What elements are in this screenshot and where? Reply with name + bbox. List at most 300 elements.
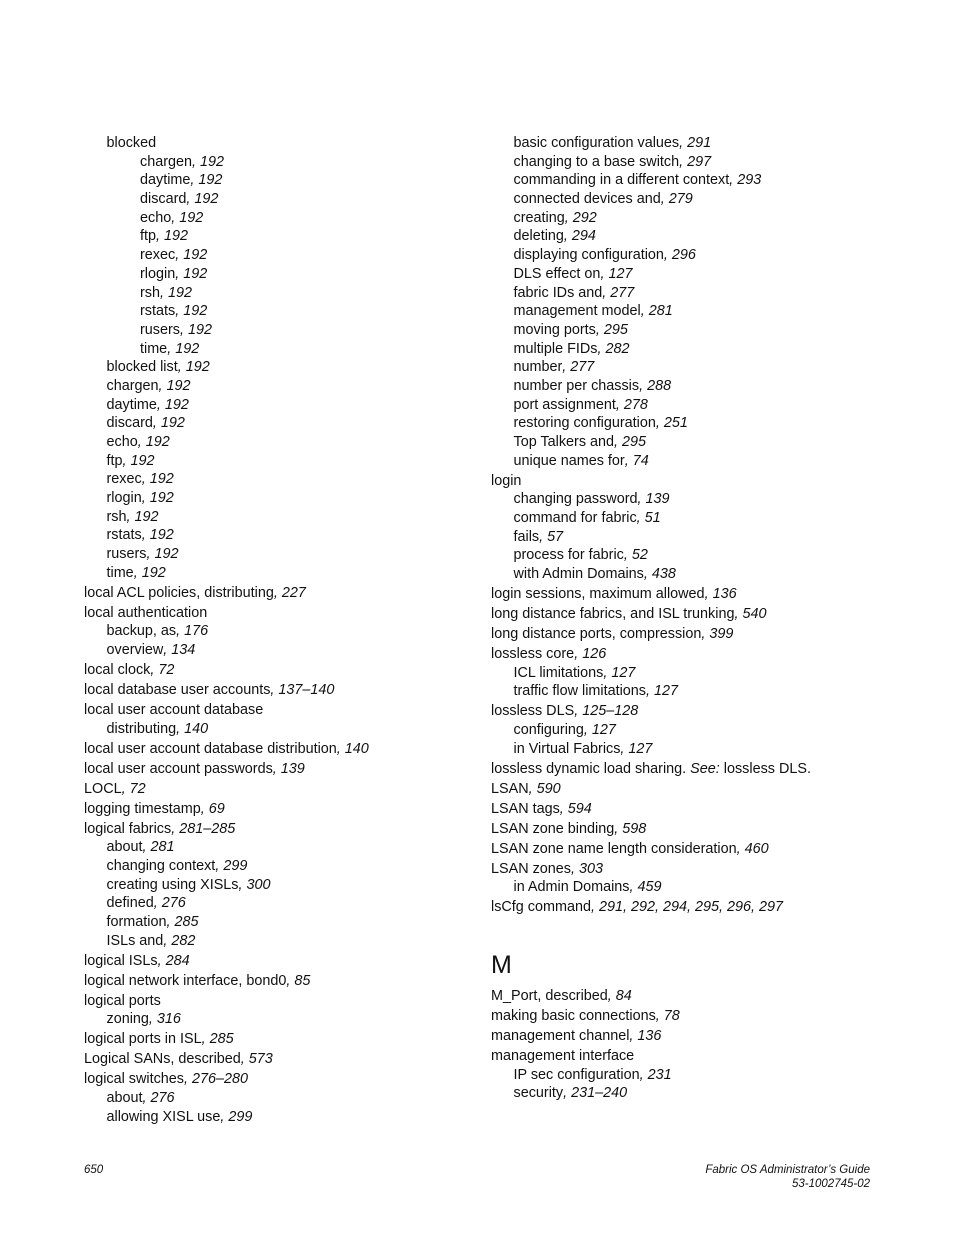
index-entry: chargen, 192 <box>140 153 225 170</box>
index-entry: discard, 192 <box>140 191 219 208</box>
page-reference[interactable]: 276–280 <box>191 1071 249 1088</box>
index-entry: lossless DLS, 125–128 <box>491 703 639 720</box>
index-entry: local user account database distribution, 140 <box>84 740 369 757</box>
index-entry: logical ISLs, 284 <box>84 952 190 969</box>
index-entry: ftp, 192 <box>140 228 189 245</box>
index-term: logical switches <box>84 1071 184 1088</box>
index-term: displaying configuration <box>513 247 664 264</box>
index-entry: LSAN tags, 594 <box>491 800 592 817</box>
index-term: discard <box>140 191 187 208</box>
index-term: local user account database distribution <box>84 740 337 757</box>
page-reference[interactable]: 127 <box>628 740 653 757</box>
index-entry: command for fabric, 51 <box>513 510 661 527</box>
index-entry: management channel, 136 <box>491 1028 662 1045</box>
index-entry: in Admin Domains, 459 <box>513 879 662 896</box>
page-reference[interactable]: 282 <box>605 340 630 357</box>
index-term: rusers <box>106 546 147 563</box>
page-reference[interactable]: 127 <box>654 683 679 700</box>
index-term: basic configuration values <box>513 135 680 151</box>
index-entry: time, 192 <box>140 340 200 357</box>
index-entry: M_Port, described, 84 <box>491 988 632 1005</box>
index-entry: LSAN, 590 <box>491 780 561 797</box>
index-term: daytime <box>140 172 191 189</box>
footer-document-info <box>705 1163 870 1191</box>
page-reference[interactable]: 52 <box>631 547 648 564</box>
page-reference[interactable]: 460 <box>744 840 769 857</box>
index-term: fails <box>513 528 540 545</box>
index-entry: zoning, 316 <box>106 1011 181 1028</box>
page-reference[interactable]: 594 <box>567 800 592 817</box>
index-entry: formation, 285 <box>106 914 199 931</box>
page-reference[interactable]: 176 <box>184 623 209 640</box>
index-term: logical ports in ISL <box>84 1031 202 1048</box>
index-entry: restoring configuration, 251 <box>513 415 688 432</box>
index-term: management channel <box>491 1028 630 1045</box>
index-entry: security, 231–240 <box>513 1085 628 1102</box>
index-term: security <box>513 1085 564 1102</box>
page-reference[interactable]: 278 <box>623 396 648 413</box>
page-reference[interactable]: 288 <box>647 377 672 394</box>
page-reference[interactable]: 57 <box>547 528 564 545</box>
index-entry: about, 281 <box>106 839 175 856</box>
index-entry <box>491 1047 891 1066</box>
page-reference[interactable]: 137–140 <box>278 682 335 699</box>
index-term: multiple FIDs <box>513 340 598 357</box>
page-reference[interactable]: 192 <box>179 209 204 226</box>
page-reference[interactable]: 192 <box>200 153 225 170</box>
index-entry: lsCfg command, 291, 292, 294, 295, 296, 297 <box>491 899 784 916</box>
index-entry: number per chassis, 288 <box>513 377 672 394</box>
index-term: changing context <box>106 858 216 875</box>
page-reference[interactable]: 192 <box>183 303 208 320</box>
index-term: rusers <box>140 321 180 338</box>
index-entry: local clock, 72 <box>84 662 175 679</box>
page-reference[interactable]: 291, 292, 294, 295, 296, 297 <box>598 899 784 916</box>
index-term: creating <box>513 209 565 226</box>
page-reference[interactable]: 399 <box>709 626 734 643</box>
index-term: rstats <box>140 303 176 320</box>
page-reference[interactable]: 281 <box>150 839 175 856</box>
page-reference[interactable]: 279 <box>668 191 693 208</box>
page-reference[interactable]: 140 <box>344 740 369 757</box>
index-entry: echo, 192 <box>140 209 204 226</box>
page-reference[interactable]: 192 <box>175 340 200 357</box>
index-term: restoring configuration <box>513 415 656 432</box>
page-reference[interactable]: 573 <box>248 1051 273 1068</box>
page-reference[interactable]: 136 <box>637 1028 662 1045</box>
page-reference[interactable]: 459 <box>637 879 662 896</box>
page-reference[interactable]: 192 <box>160 415 185 432</box>
index-entry: rusers, 192 <box>140 321 212 338</box>
index-entry: fails, 57 <box>513 528 564 545</box>
index-entry: backup, as, 176 <box>106 623 209 640</box>
index-entry: basic configuration values, 291 <box>513 135 712 151</box>
index-term: ISLs and <box>106 932 164 949</box>
index-entry <box>84 604 484 623</box>
index-entry: LSAN zone name length consideration, 460 <box>491 840 769 857</box>
footer-doc-number: 53-1002745-02 <box>791 1178 870 1190</box>
index-entry: rstats, 192 <box>106 527 174 544</box>
page-reference[interactable]: 127 <box>591 722 616 739</box>
page-reference[interactable]: 276 <box>150 1090 175 1107</box>
index-entry: in Virtual Fabrics, 127 <box>513 740 653 757</box>
see-reference-label: See: <box>690 760 720 777</box>
index-term: time <box>140 340 168 357</box>
index-entry <box>491 472 891 491</box>
index-entry: rusers, 192 <box>106 546 179 563</box>
index-entry: time, 192 <box>106 564 166 581</box>
index-entry: rstats, 192 <box>140 303 208 320</box>
index-term: chargen <box>140 153 193 170</box>
index-entry: port assignment, 278 <box>513 396 648 413</box>
page-reference[interactable]: 192 <box>185 359 210 376</box>
page-reference[interactable]: 139 <box>645 491 670 508</box>
page-reference[interactable]: 192 <box>187 321 212 338</box>
index-entry <box>84 992 484 1011</box>
index-term: in Virtual Fabrics <box>513 740 621 757</box>
page-reference[interactable]: 192 <box>154 546 179 563</box>
index-term: with Admin Domains <box>513 566 644 583</box>
index-entry: ICL limitations, 127 <box>513 664 636 681</box>
index-entry: long distance fabrics, and ISL trunking, 540 <box>491 606 767 623</box>
page-reference[interactable]: 294 <box>571 228 596 245</box>
page-reference[interactable]: 192 <box>164 228 189 245</box>
page-reference[interactable]: 72 <box>129 780 146 797</box>
index-entry: about, 276 <box>106 1090 175 1107</box>
index-term: ftp <box>140 228 156 245</box>
page-reference[interactable]: 136 <box>712 586 737 603</box>
index-entry: changing password, 139 <box>513 491 670 508</box>
index-term: LSAN zone name length consideration <box>491 840 737 857</box>
index-entry: local user account passwords, 139 <box>84 760 305 777</box>
page-reference[interactable]: 285 <box>209 1031 234 1048</box>
page-reference[interactable]: 192 <box>145 434 170 450</box>
page-reference[interactable]: 192 <box>141 564 166 581</box>
index-term: management model <box>513 303 641 320</box>
index-entry: local database user accounts, 137–140 <box>84 682 335 699</box>
index-term: command for fabric <box>513 510 637 527</box>
page-reference[interactable]: 284 <box>165 952 190 969</box>
page-reference[interactable]: 292 <box>572 209 597 226</box>
index-term: LSAN zones <box>491 860 571 877</box>
index-entry: with Admin Domains, 438 <box>513 566 676 583</box>
page-reference[interactable]: 192 <box>194 191 219 208</box>
index-term: unique names for <box>513 452 625 469</box>
index-term: login <box>491 472 522 489</box>
index-term: rsh <box>106 508 127 525</box>
index-term: moving ports <box>513 321 596 338</box>
footer-guide-title: Fabric OS Administrator’s Guide <box>705 1164 870 1176</box>
index-term: backup, as <box>106 623 177 640</box>
page-reference[interactable]: 281–285 <box>179 820 236 837</box>
page-reference[interactable]: 303 <box>579 860 604 877</box>
index-entry <box>84 701 484 720</box>
index-entry: rexec, 192 <box>140 247 208 264</box>
index-term: local database user accounts <box>84 682 271 699</box>
page-reference[interactable]: 297 <box>687 153 712 170</box>
page-reference[interactable]: 291 <box>687 135 712 151</box>
index-term: lossless dynamic load sharing. <box>491 760 687 777</box>
index-term: ftp <box>106 452 123 469</box>
index-term: rstats <box>106 527 142 544</box>
page-reference[interactable]: 134 <box>171 642 196 659</box>
index-term: changing to a base switch <box>513 153 680 170</box>
index-term: Logical SANs, described <box>84 1051 241 1068</box>
index-entry: number, 277 <box>513 359 595 376</box>
index-term: traffic flow limitations <box>513 683 646 700</box>
page-reference[interactable]: 192 <box>130 452 155 469</box>
index-entry: daytime, 192 <box>106 396 189 413</box>
page-reference[interactable]: 125–128 <box>582 703 639 720</box>
index-entry: making basic connections, 78 <box>491 1008 680 1025</box>
index-term: changing password <box>513 491 638 508</box>
page-reference[interactable]: 299 <box>223 858 248 875</box>
index-entry: distributing, 140 <box>106 720 209 737</box>
page-reference[interactable]: 285 <box>174 914 199 931</box>
index-entry: blocked list, 192 <box>106 359 210 376</box>
index-term: distributing <box>106 720 177 737</box>
index-entry: configuring, 127 <box>513 722 616 739</box>
index-term: local user account passwords <box>84 760 273 777</box>
footer-page-number: 650 <box>84 1164 104 1176</box>
index-entry: rsh, 192 <box>106 508 159 525</box>
index-entry: connected devices and, 279 <box>513 191 693 208</box>
index-entry: commanding in a different context, 293 <box>513 172 762 189</box>
index-term: in Admin Domains <box>513 879 630 896</box>
index-entry: deleting, 294 <box>513 228 596 245</box>
page-reference[interactable]: 127 <box>611 664 636 681</box>
index-term: blocked list <box>106 359 178 376</box>
index-term: logical ports <box>84 992 161 1009</box>
index-entry: logging timestamp, 69 <box>84 800 225 817</box>
index-entries-m <box>491 987 891 1103</box>
page-reference[interactable]: 192 <box>198 172 223 189</box>
page-reference[interactable]: 127 <box>608 265 633 282</box>
page-reference[interactable]: 140 <box>184 720 209 737</box>
index-entry: logical ports in ISL, 285 <box>84 1031 234 1048</box>
page-reference[interactable]: 295 <box>622 434 647 450</box>
page-reference[interactable]: 277 <box>570 359 595 376</box>
page-reference[interactable]: 192 <box>166 377 191 394</box>
page-reference[interactable]: 300 <box>246 876 271 893</box>
page-reference[interactable]: 276 <box>161 895 186 912</box>
page-reference[interactable]: 192 <box>149 490 174 507</box>
index-term: IP sec configuration <box>513 1066 640 1083</box>
page-reference[interactable]: 69 <box>208 800 225 817</box>
page-reference[interactable]: 299 <box>228 1108 253 1125</box>
index-entry: daytime, 192 <box>140 172 223 189</box>
index-entry: long distance ports, compression, 399 <box>491 626 734 643</box>
index-entry: traffic flow limitations, 127 <box>513 683 679 700</box>
index-term: logical network interface, bond0 <box>84 972 287 989</box>
index-entry: fabric IDs and, 277 <box>513 284 635 301</box>
index-term: DLS effect on <box>513 265 601 282</box>
index-term: defined <box>106 895 154 912</box>
index-term: lossless core <box>491 646 575 663</box>
page-reference[interactable]: 231–240 <box>571 1085 628 1102</box>
index-term: local clock <box>84 662 151 679</box>
index-entry: unique names for, 74 <box>513 452 649 469</box>
index-entry: logical switches, 276–280 <box>84 1071 249 1088</box>
index-entry: allowing XISL use, 299 <box>106 1108 253 1125</box>
page-reference[interactable]: 192 <box>149 527 174 544</box>
index-term: allowing XISL use <box>106 1108 221 1125</box>
index-term: commanding in a different context <box>513 172 730 189</box>
index-term: LSAN <box>491 780 529 797</box>
index-term: rexec <box>140 247 176 264</box>
index-term: local authentication <box>84 604 208 621</box>
page-reference[interactable]: 296 <box>671 247 696 264</box>
index-entry: overview, 134 <box>106 642 196 659</box>
page-reference[interactable]: 227 <box>281 584 306 601</box>
index-entry: DLS effect on, 127 <box>513 265 633 282</box>
index-entry: login sessions, maximum allowed, 136 <box>491 586 737 603</box>
index-term: ICL limitations <box>513 664 604 681</box>
index-entries-l <box>491 134 891 917</box>
page-reference[interactable]: 74 <box>632 452 649 469</box>
page-reference[interactable]: 192 <box>183 247 208 264</box>
page-reference[interactable]: 139 <box>280 760 305 777</box>
page-reference[interactable]: 598 <box>622 820 647 837</box>
section-letter-m: M <box>491 951 512 980</box>
index-term: port assignment <box>513 396 616 413</box>
index-entry: rexec, 192 <box>106 471 174 488</box>
index-term: long distance ports, compression <box>491 626 702 643</box>
page-reference[interactable]: 72 <box>158 662 175 679</box>
index-term: rlogin <box>106 490 142 507</box>
index-term: daytime <box>106 396 157 413</box>
index-entry: displaying configuration, 296 <box>513 247 696 264</box>
index-term: deleting <box>513 228 564 245</box>
index-term: fabric IDs and <box>513 284 603 301</box>
index-term: configuring <box>513 722 584 739</box>
page-reference[interactable]: 438 <box>651 566 676 583</box>
index-entry: creating using XISLs, 300 <box>106 876 271 893</box>
index-term: logical ISLs <box>84 952 158 969</box>
index-entry: logical network interface, bond0, 85 <box>84 972 311 989</box>
page-reference[interactable]: 251 <box>663 415 688 432</box>
index-term: lsCfg command <box>491 899 591 916</box>
index-term: number per chassis <box>513 377 640 394</box>
index-entry: IP sec configuration, 231 <box>513 1066 672 1083</box>
page-reference[interactable]: 192 <box>164 396 189 413</box>
page-reference[interactable]: 231 <box>647 1066 672 1083</box>
index-entry: rlogin, 192 <box>106 490 174 507</box>
index-entry: changing context, 299 <box>106 858 248 875</box>
index-term: LSAN tags <box>491 800 560 817</box>
index-entry: discard, 192 <box>106 415 185 432</box>
index-term: long distance fabrics, and ISL trunking <box>491 606 735 623</box>
index-term: echo <box>106 434 138 450</box>
index-term: time <box>106 564 134 581</box>
index-column-right <box>491 134 891 1103</box>
page-reference[interactable]: 85 <box>294 972 311 989</box>
index-term: making basic connections <box>491 1008 656 1025</box>
page-reference[interactable]: 192 <box>134 508 159 525</box>
index-entry: LSAN zones, 303 <box>491 860 604 877</box>
index-entry: changing to a base switch, 297 <box>513 153 712 170</box>
index-term: discard <box>106 415 153 432</box>
index-entry: ftp, 192 <box>106 452 155 469</box>
index-term: Top Talkers and <box>513 434 615 450</box>
index-term: rexec <box>106 471 142 488</box>
index-entry: multiple FIDs, 282 <box>513 340 630 357</box>
index-term: logging timestamp <box>84 800 201 817</box>
index-entry: management model, 281 <box>513 303 673 320</box>
index-entry: process for fabric, 52 <box>513 547 648 564</box>
page-reference[interactable]: 126 <box>582 646 607 663</box>
index-entry: Logical SANs, described, 573 <box>84 1051 273 1068</box>
page-reference[interactable]: 78 <box>663 1008 680 1025</box>
index-entry: logical fabrics, 281–285 <box>84 820 236 837</box>
see-reference-target[interactable]: lossless DLS. <box>723 760 811 777</box>
page-reference[interactable]: 51 <box>644 510 661 527</box>
index-term: chargen <box>106 377 159 394</box>
page-reference[interactable]: 295 <box>603 321 628 338</box>
page-reference[interactable]: 293 <box>737 172 762 189</box>
page-reference[interactable]: 282 <box>171 932 196 949</box>
index-entry: LOCL, 72 <box>84 780 146 797</box>
index-term: about <box>106 1090 143 1107</box>
index-term: blocked <box>106 135 157 151</box>
index-term: process for fabric <box>513 547 624 564</box>
index-entry <box>107 134 485 153</box>
index-term: rsh <box>140 284 160 301</box>
page-reference[interactable]: 590 <box>536 780 561 797</box>
index-term: LOCL <box>84 780 122 797</box>
index-entry: defined, 276 <box>106 895 186 912</box>
index-term: lossless DLS <box>491 703 575 720</box>
index-term: M_Port, described <box>491 988 608 1005</box>
index-entry: local ACL policies, distributing, 227 <box>84 584 306 601</box>
index-entry: rsh, 192 <box>140 284 193 301</box>
index-term: overview <box>106 642 164 659</box>
index-term: number <box>513 359 563 376</box>
page-reference[interactable]: 192 <box>168 284 193 301</box>
index-column-left <box>84 134 484 1127</box>
index-term: management interface <box>491 1048 635 1064</box>
index-entry: LSAN zone binding, 598 <box>491 820 647 837</box>
page-reference[interactable]: 192 <box>149 471 174 488</box>
index-entry: creating, 292 <box>513 209 597 226</box>
index-term: creating using XISLs <box>106 876 239 893</box>
index-term: LSAN zone binding <box>491 820 615 837</box>
index-entry: chargen, 192 <box>106 377 191 394</box>
index-term: about <box>106 839 143 856</box>
index-term: local user account database <box>84 702 264 719</box>
index-term: zoning <box>106 1011 149 1028</box>
page-reference[interactable]: 540 <box>742 606 767 623</box>
page-reference[interactable]: 84 <box>615 988 632 1005</box>
page-reference[interactable]: 281 <box>648 303 673 320</box>
index-term: connected devices and <box>513 191 661 208</box>
index-entry: moving ports, 295 <box>513 321 628 338</box>
index-term: rlogin <box>140 265 176 282</box>
index-entry: lossless core, 126 <box>491 646 607 663</box>
page-reference[interactable]: 192 <box>183 265 208 282</box>
index-term: formation <box>106 914 167 931</box>
index-entry: rlogin, 192 <box>140 265 208 282</box>
page-reference[interactable]: 277 <box>610 284 635 301</box>
index-entry: ISLs and, 282 <box>106 932 196 949</box>
index-entry: Top Talkers and, 295 <box>513 434 647 450</box>
index-term: local ACL policies, distributing <box>84 584 274 601</box>
index-entry <box>491 760 891 779</box>
page-reference[interactable]: 316 <box>156 1011 181 1028</box>
index-term: login sessions, maximum allowed <box>491 586 705 603</box>
index-term: logical fabrics <box>84 820 172 837</box>
index-term: echo <box>140 209 172 226</box>
